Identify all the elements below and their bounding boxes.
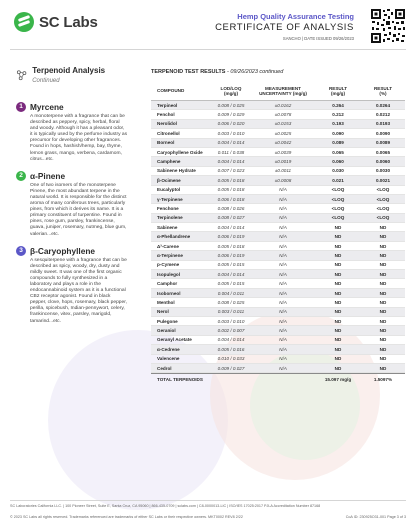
cell-result-pct: ND xyxy=(379,309,387,315)
cell-result-pct: ND xyxy=(379,318,387,324)
cell-lod-loq: 0.004 / 0.011 xyxy=(217,290,245,296)
issued-line: SANCHO | DATE ISSUED 09/26/2023 xyxy=(282,36,354,41)
table-row xyxy=(151,336,405,345)
table-row xyxy=(151,139,405,148)
cell-result-mgg: ND xyxy=(334,309,342,315)
column-header-compound: COMPOUND xyxy=(157,88,185,94)
program-title: Hemp Quality Assurance Testing xyxy=(237,12,354,21)
terpene-description: A monoterpene with a fragrance that can be described as peppery, spicy, herbal, floral and woody. Although it has a pleasant odor, it is typically used by the perfume industry as precursor for developing other fragrances. Found in hops, hashish/hemp, bay, thyme, lemon grass, mango, verbena, cardamom, citrus...etc. xyxy=(30,114,128,162)
cell-result-pct: ND xyxy=(379,271,387,277)
cell-uncertainty: ±0.0008 xyxy=(274,177,292,183)
cell-lod-loq: 0.010 / 0.033 xyxy=(217,356,245,362)
results-title: TERPENOID TEST RESULTS - 09/26/2023 continued xyxy=(151,69,284,75)
footer-page-info: CoA ID: 230925O31-001 Page 3 of 3 xyxy=(345,515,406,519)
cell-uncertainty: N/A xyxy=(279,234,287,240)
table-body xyxy=(151,101,405,373)
cell-result-mgg: ND xyxy=(334,365,342,371)
table-row xyxy=(151,120,405,129)
cell-result-mgg: 0.090 xyxy=(332,130,344,136)
cell-compound: Δ³-Carene xyxy=(157,243,179,249)
cell-result-mgg: 0.065 xyxy=(332,149,344,155)
column-header-lod-loq: LOD/LOQ (mg/g) xyxy=(220,85,242,96)
cell-uncertainty: ±0.0039 xyxy=(274,149,292,155)
cell-result-pct: 0.0212 xyxy=(375,112,391,118)
cell-result-pct: ND xyxy=(379,290,387,296)
cell-result-pct: ND xyxy=(379,234,387,240)
cell-result-mgg: <LOQ xyxy=(331,215,345,221)
table-row xyxy=(151,204,405,213)
cell-result-mgg: ND xyxy=(334,224,342,230)
cell-compound: Fenchol xyxy=(157,112,175,118)
cell-result-pct: <LOQ xyxy=(376,187,390,193)
cell-uncertainty: N/A xyxy=(279,243,287,249)
cell-result-mgg: 0.264 xyxy=(332,102,344,108)
cell-lod-loq: 0.011 / 0.038 xyxy=(217,149,245,155)
cell-result-pct: 0.0193 xyxy=(375,121,391,127)
table-header-row xyxy=(151,82,405,101)
terpenoid-info-panel xyxy=(16,66,128,333)
cell-compound: Isoborneol xyxy=(157,290,181,296)
cell-lod-loq: 0.008 / 0.027 xyxy=(217,215,245,221)
cell-result-mgg: 0.030 xyxy=(332,168,344,174)
cell-uncertainty: ±0.0078 xyxy=(274,112,292,118)
cell-result-pct: ND xyxy=(379,281,387,287)
table-row xyxy=(151,157,405,166)
cell-compound: Geraniol xyxy=(157,328,176,334)
cell-compound: γ-Terpinene xyxy=(157,196,183,202)
cell-uncertainty: ±0.0162 xyxy=(274,102,292,108)
cell-result-mgg: ND xyxy=(334,252,342,258)
cell-uncertainty: N/A xyxy=(279,215,287,221)
brand-name: SC Labs xyxy=(39,13,98,31)
cell-uncertainty: N/A xyxy=(279,196,287,202)
cell-uncertainty: N/A xyxy=(279,365,287,371)
cell-result-mgg: ND xyxy=(334,346,342,352)
table-row xyxy=(151,186,405,195)
terpene-myrcene xyxy=(16,102,128,163)
cell-compound: α-Phellandrene xyxy=(157,234,191,240)
cell-compound: p-Cymene xyxy=(157,262,180,268)
cell-lod-loq: 0.009 / 0.027 xyxy=(217,365,245,371)
table-row xyxy=(151,298,405,307)
table-row xyxy=(151,289,405,298)
section-heading xyxy=(16,66,128,84)
table-row xyxy=(151,251,405,260)
cell-compound: Eucalyptol xyxy=(157,187,181,193)
cell-compound: Sabinene xyxy=(157,224,178,230)
cell-compound: Citronellol xyxy=(157,130,180,136)
footer-divider xyxy=(10,500,406,501)
terpene-description: A sesquiterpene with a fragrance that can be described as spicy, woody, dry, dusty and mildly sweet. It was one of the first organic compounds to fully synthesized in a laboratory and plays a role in the endocannabinoid system as it is a functional CB2 receptor agonist. Found in black pepper, clove, hops, rosemary, black pepper, perilla, spicebush, Indian-pennywort, celery, frankincense, vitex, parsley, marigold, tamarind...etc. xyxy=(30,257,127,324)
cell-uncertainty: N/A xyxy=(279,205,287,211)
qr-code-icon[interactable] xyxy=(370,8,406,44)
cell-uncertainty: N/A xyxy=(279,281,287,287)
cell-lod-loq: 0.003 / 0.010 xyxy=(217,130,245,136)
brand-logo xyxy=(14,12,98,32)
cell-lod-loq: 0.008 / 0.025 xyxy=(217,102,245,108)
table-row xyxy=(151,232,405,241)
cell-uncertainty: N/A xyxy=(279,290,287,296)
cell-lod-loq: 0.002 / 0.007 xyxy=(217,328,245,334)
footer-copyright: © 2023 SC Labs all rights reserved. Trademarks referenced are trademarks of either SC Labs or their respective owners. MKT0002 REV8 2/22 xyxy=(10,515,243,519)
cell-lod-loq: 0.003 / 0.010 xyxy=(217,318,245,324)
cell-result-mgg: ND xyxy=(334,290,342,296)
terpene-alpha-pinene xyxy=(16,171,128,238)
cell-result-pct: ND xyxy=(379,365,387,371)
cell-compound: Valencene xyxy=(157,356,180,362)
table-row xyxy=(151,364,405,373)
cell-uncertainty: N/A xyxy=(279,271,287,277)
cell-uncertainty: N/A xyxy=(279,356,287,362)
total-label: TOTAL TERPENOIDS xyxy=(157,376,203,382)
cell-result-mgg: ND xyxy=(334,337,342,343)
cell-result-pct: <LOQ xyxy=(376,196,390,202)
cell-result-mgg: ND xyxy=(334,318,342,324)
cell-lod-loq: 0.005 / 0.015 xyxy=(217,281,245,287)
cell-lod-loq: 0.006 / 0.019 xyxy=(217,234,245,240)
table-row xyxy=(151,261,405,270)
cell-result-pct: ND xyxy=(379,262,387,268)
terpenoid-results-table xyxy=(151,82,405,384)
cell-uncertainty: ±0.0025 xyxy=(274,130,292,136)
cell-compound: Camphene xyxy=(157,159,181,165)
table-row xyxy=(151,214,405,223)
cell-compound: Cedrol xyxy=(157,365,172,371)
cell-uncertainty: ±0.0153 xyxy=(274,121,292,127)
cell-compound: Nerol xyxy=(157,309,169,315)
cell-compound: Caryophyllene Oxide xyxy=(157,149,203,155)
cell-compound: Pulegone xyxy=(157,318,178,324)
cell-result-pct: ND xyxy=(379,337,387,343)
table-row xyxy=(151,167,405,176)
cell-uncertainty: ±0.0011 xyxy=(274,168,292,174)
cell-compound: Sabinene Hydrate xyxy=(157,168,196,174)
terpene-name: β-Caryophyllene xyxy=(30,245,96,256)
cell-compound: Nerolidol xyxy=(157,121,177,127)
cell-result-pct: 0.0090 xyxy=(375,130,391,136)
cell-lod-loq: 0.008 / 0.026 xyxy=(217,205,245,211)
cell-result-mgg: ND xyxy=(334,328,342,334)
cell-uncertainty: N/A xyxy=(279,309,287,315)
table-row xyxy=(151,279,405,288)
table-row xyxy=(151,317,405,326)
cell-lod-loq: 0.005 / 0.018 xyxy=(217,177,245,183)
cell-result-pct: 0.0065 xyxy=(375,149,391,155)
cell-result-mgg: 0.089 xyxy=(332,140,344,146)
cell-uncertainty: ±0.0019 xyxy=(274,159,292,165)
cell-result-mgg: 0.212 xyxy=(332,112,344,118)
cell-compound: α-Terpinene xyxy=(157,252,183,258)
cell-lod-loq: 0.008 / 0.025 xyxy=(217,299,245,305)
column-header-result-pct: RESULT (%) xyxy=(373,85,393,96)
cell-lod-loq: 0.005 / 0.018 xyxy=(217,187,245,193)
cell-result-pct: 0.0089 xyxy=(375,140,391,146)
cell-uncertainty: N/A xyxy=(279,318,287,324)
cell-lod-loq: 0.004 / 0.014 xyxy=(217,140,245,146)
cell-result-mgg: 0.021 xyxy=(332,177,344,183)
terpene-number-badge: 1 xyxy=(16,102,26,112)
terpene-beta-caryophyllene xyxy=(16,246,128,325)
cell-lod-loq: 0.009 / 0.029 xyxy=(217,112,245,118)
cell-compound: Fenchone xyxy=(157,205,179,211)
footer-legal xyxy=(10,515,406,519)
cell-lod-loq: 0.004 / 0.014 xyxy=(217,271,245,277)
terpene-number-badge: 3 xyxy=(16,246,26,256)
cell-uncertainty: N/A xyxy=(279,299,287,305)
table-row xyxy=(151,326,405,335)
total-mgg: 15.097 mg/g xyxy=(324,376,352,382)
cell-uncertainty: N/A xyxy=(279,262,287,268)
table-row xyxy=(151,308,405,317)
cell-result-mgg: <LOQ xyxy=(331,196,345,202)
cell-lod-loq: 0.005 / 0.015 xyxy=(217,262,245,268)
cell-compound: Isopulegol xyxy=(157,271,180,277)
table-row xyxy=(151,148,405,157)
cell-result-mgg: ND xyxy=(334,299,342,305)
table-row xyxy=(151,242,405,251)
molecule-icon xyxy=(16,69,27,81)
cell-result-pct: <LOQ xyxy=(376,215,390,221)
table-row xyxy=(151,223,405,232)
cell-result-mgg: ND xyxy=(334,356,342,362)
table-row xyxy=(151,101,405,110)
cell-uncertainty: N/A xyxy=(279,252,287,258)
cell-compound: Menthol xyxy=(157,299,175,305)
cell-uncertainty: ±0.0042 xyxy=(274,140,292,146)
cell-result-pct: 0.0021 xyxy=(375,177,391,183)
cell-compound: Borneol xyxy=(157,140,175,146)
section-title: Terpenoid Analysis Continued xyxy=(32,66,106,84)
cell-lod-loq: 0.004 / 0.014 xyxy=(217,159,245,165)
cell-uncertainty: N/A xyxy=(279,346,287,352)
cell-result-mgg: ND xyxy=(334,243,342,249)
cell-result-mgg: ND xyxy=(334,234,342,240)
footer-address: SC Laboratories California LLC. | 100 Pioneer Street, Suite E, Santa Cruz, CA 95060 | 866-435-0709 | sclabs.com | C8-0000013-LIC | ISO/IES 17025:2017 PJLA Accreditation Number 87168 xyxy=(10,504,321,508)
cell-lod-loq: 0.005 / 0.018 xyxy=(217,243,245,249)
cell-result-mgg: <LOQ xyxy=(331,187,345,193)
cell-lod-loq: 0.004 / 0.014 xyxy=(217,337,245,343)
cell-result-pct: ND xyxy=(379,243,387,249)
cell-lod-loq: 0.006 / 0.020 xyxy=(217,121,245,127)
cell-result-pct: ND xyxy=(379,328,387,334)
column-header-uncertainty: MEASUREMENT UNCERTAINTY (mg/g) xyxy=(259,85,307,96)
cell-lod-loq: 0.004 / 0.014 xyxy=(217,224,245,230)
cell-uncertainty: N/A xyxy=(279,224,287,230)
cell-result-pct: ND xyxy=(379,252,387,258)
cell-compound: Camphor xyxy=(157,281,178,287)
document-title: CERTIFICATE OF ANALYSIS xyxy=(215,22,354,33)
cell-lod-loq: 0.003 / 0.011 xyxy=(217,309,245,315)
report-header xyxy=(0,0,416,46)
cell-result-mgg: 0.060 xyxy=(332,159,344,165)
cell-lod-loq: 0.005 / 0.016 xyxy=(217,346,245,352)
cell-result-pct: <LOQ xyxy=(376,205,390,211)
cell-compound: Geranyl Acetate xyxy=(157,337,192,343)
cell-result-pct: 0.0030 xyxy=(375,168,391,174)
terpene-name: α-Pinene xyxy=(30,170,66,181)
terpene-number-badge: 2 xyxy=(16,171,26,181)
total-pct: 1.5097% xyxy=(373,376,393,382)
cell-result-pct: ND xyxy=(379,299,387,305)
column-header-result-mgg: RESULT (mg/g) xyxy=(328,85,348,96)
cell-result-mgg: ND xyxy=(334,262,342,268)
table-row xyxy=(151,110,405,119)
cell-compound: Terpineol xyxy=(157,102,178,108)
cell-uncertainty: N/A xyxy=(279,328,287,334)
cell-compound: α-Cedrene xyxy=(157,346,180,352)
terpene-name: Myrcene xyxy=(30,102,64,112)
header-divider xyxy=(10,49,406,50)
cell-lod-loq: 0.006 / 0.018 xyxy=(217,196,245,202)
cell-result-pct: 0.0060 xyxy=(375,159,391,165)
cell-lod-loq: 0.006 / 0.019 xyxy=(217,252,245,258)
cell-uncertainty: N/A xyxy=(279,337,287,343)
cell-lod-loq: 0.007 / 0.023 xyxy=(217,168,245,174)
cell-uncertainty: N/A xyxy=(279,187,287,193)
table-row xyxy=(151,270,405,279)
cell-compound: Terpinolene xyxy=(157,215,183,221)
cell-result-pct: ND xyxy=(379,356,387,362)
sc-labs-logo-icon xyxy=(14,12,34,32)
cell-result-pct: 0.0264 xyxy=(375,102,391,108)
table-row xyxy=(151,176,405,185)
cell-result-pct: ND xyxy=(379,346,387,352)
cell-result-mgg: ND xyxy=(334,271,342,277)
total-terpenoids-row xyxy=(151,373,405,384)
table-row xyxy=(151,355,405,364)
table-row xyxy=(151,129,405,138)
cell-result-mgg: <LOQ xyxy=(331,205,345,211)
cell-compound: β-Ocimene xyxy=(157,177,181,183)
cell-result-pct: ND xyxy=(379,224,387,230)
cell-result-mgg: 0.193 xyxy=(332,121,344,127)
terpene-description: One of two isomers of the monoterpene Pinene, the most abundant terpene in the natural world. It is responsible for the distinct aroma of many coniferous trees, particularly pines, from which it derives its name. It is a primary constituent of turpentine. Found in pines, rose gum, parsley, frankincense, guava, juniper, rosemary, nutmeg, blue gum, valerian...etc. xyxy=(30,182,127,237)
table-row xyxy=(151,345,405,354)
table-row xyxy=(151,195,405,204)
cell-result-mgg: ND xyxy=(334,281,342,287)
